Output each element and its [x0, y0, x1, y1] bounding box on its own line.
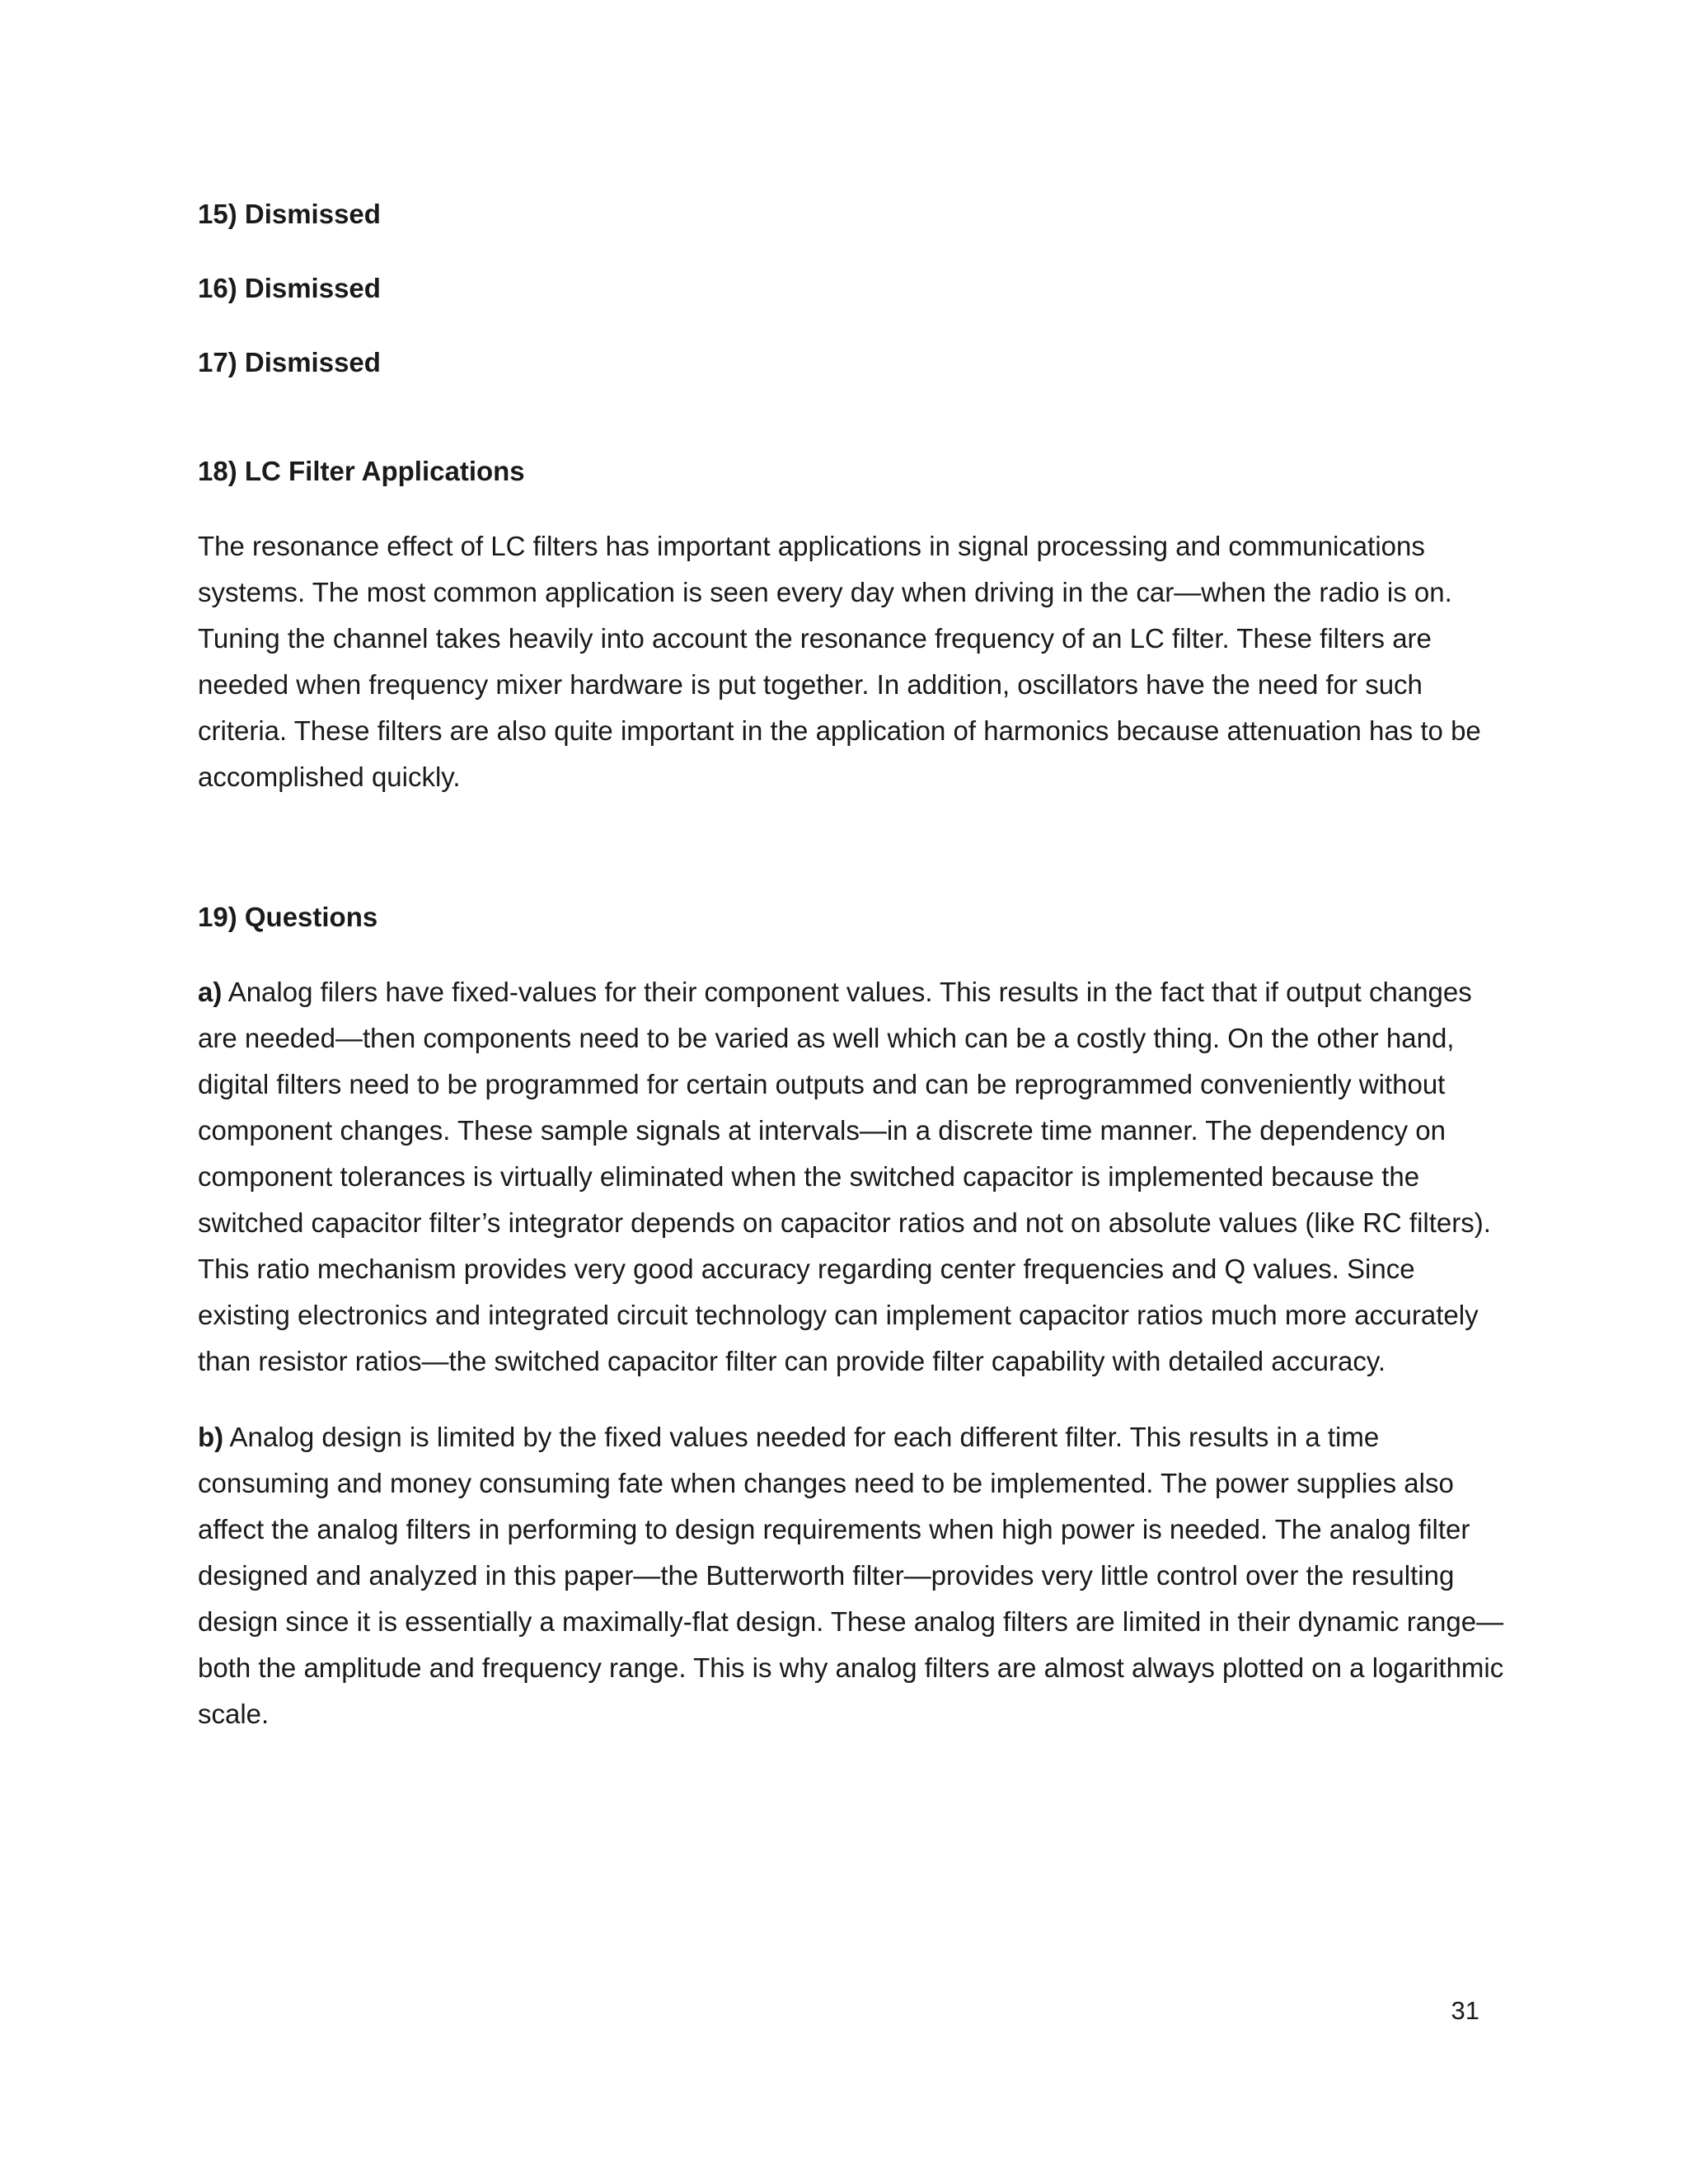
answer-b-label: b)	[198, 1422, 224, 1452]
heading-item-16: 16) Dismissed	[198, 273, 381, 303]
page-content	[198, 196, 1512, 1737]
heading-item-15: 15) Dismissed	[198, 199, 381, 229]
answer-a-text: Analog filers have fixed-values for their component values. This results in the fact that if output changes are needed—then components need to be varied as well which can be a costly thing. On the other hand, digital filters need to be programmed for certain outputs and can be reprogrammed conveniently without component changes. These sample signals at intervals—in a discrete time manner. The dependency on component tolerances is virtually eliminated when the switched capacitor is implemented because the switched capacitor filter’s integrator depends on capacitor ratios and not on absolute values (like RC filters). This ratio mechanism provides very good accuracy regarding center frequencies and Q values. Since existing electronics and integrated circuit technology can implement capacitor ratios much more accurately than resistor ratios—the switched capacitor filter can provide filter capability with detailed accuracy.	[198, 977, 1491, 1376]
paragraph-lc-filter-applications: The resonance effect of LC filters has important applications in signal processing and communications systems. The most common application is seen every day when driving in the car—when the radio is on. Tuning the channel takes heavily into account the resonance frequency of an LC filter. These filters are needed when frequency mixer hardware is put together. In addition, oscillators have the need for such criteria. These filters are also quite important in the application of harmonics because attenuation has to be accomplished quickly.	[198, 531, 1481, 792]
answer-a-label: a)	[198, 977, 223, 1007]
heading-questions: 19) Questions	[198, 902, 378, 932]
page-number: 31	[1451, 1996, 1479, 2025]
section-spacer	[198, 800, 1512, 899]
heading-lc-filter-applications: 18) LC Filter Applications	[198, 456, 525, 486]
heading-item-17: 17) Dismissed	[198, 347, 381, 377]
answer-b-paragraph	[198, 1414, 1512, 1737]
answer-b-text: Analog design is limited by the fixed values needed for each different filter. This results in a time consuming and money consuming fate when changes need to be implemented. The power supplies also affect the analog filters in performing to design requirements when high power is needed. The analog filter designed and analyzed in this paper—the Butterworth filter—provides very little control over the resulting design since it is essentially a maximally-flat design. These analog filters are limited in their dynamic range—both the amplitude and frequency range. This is why analog filters are almost always plotted on a logarithmic scale.	[198, 1422, 1504, 1729]
section-spacer	[198, 381, 1512, 453]
answer-a-paragraph	[198, 969, 1512, 1385]
